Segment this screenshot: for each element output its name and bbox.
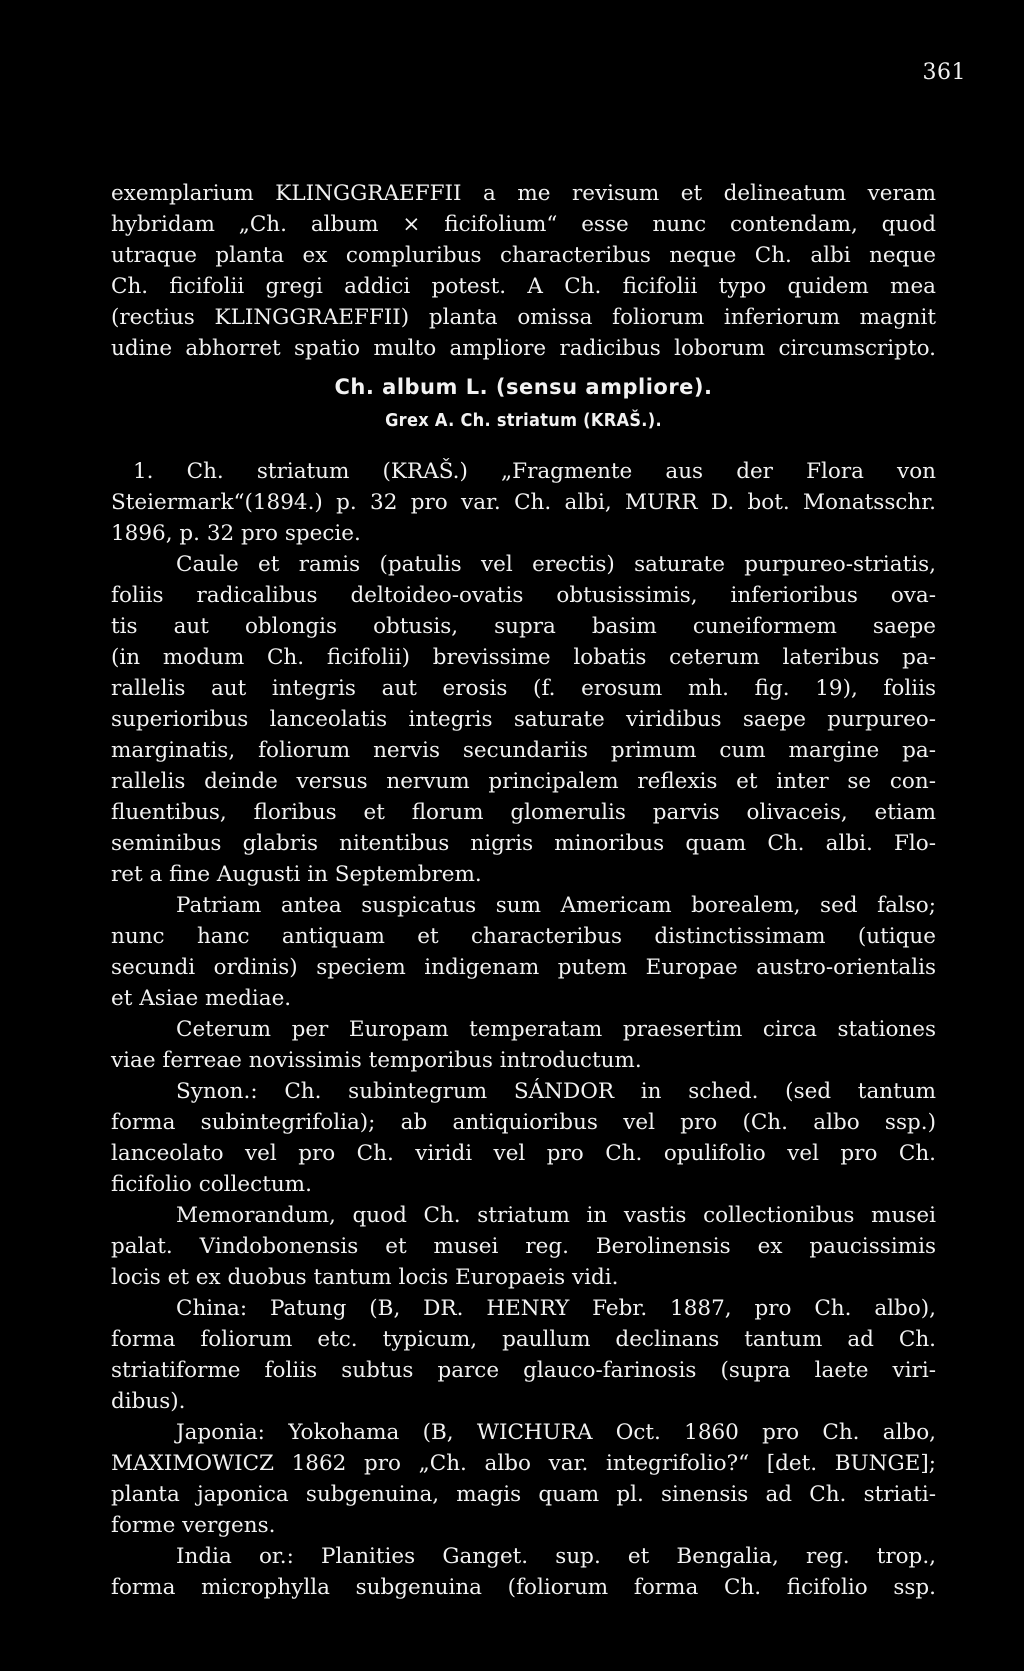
text-line: forma foliorum etc. typicum, paullum declinans tantum ad Ch.	[111, 1327, 936, 1352]
text-line: viae ferreae novissimis temporibus introductum.	[111, 1048, 642, 1073]
text-line: India or.: Planities Ganget. sup. et Bengalia, reg. trop.,	[176, 1544, 936, 1569]
species-entry	[111, 456, 936, 1603]
text-line: China: Patung (B, DR. HENRY Febr. 1887, pro Ch. albo),	[176, 1296, 936, 1321]
text-line: ficifolio collectum.	[111, 1172, 312, 1197]
text-line: dibus).	[111, 1389, 186, 1414]
text-line: Synon.: Ch. subintegrum SÁNDOR in sched. (sed tantum	[176, 1079, 936, 1104]
text-line: tis aut oblongis obtusis, supra basim cuneiformem saepe	[111, 614, 936, 639]
text-line: striatiforme foliis subtus parce glauco-farinosis (supra laete viri-	[111, 1358, 936, 1383]
text-line: rallelis aut integris aut erosis (f. erosum mh. fig. 19), foliis	[111, 676, 936, 701]
text-line: fluentibus, floribus et florum glomerulis parvis olivaceis, etiam	[111, 800, 936, 825]
text-line: (rectius KLINGGRAEFFII) planta omissa foliorum inferiorum magnit	[111, 305, 936, 330]
text-line: nunc hanc antiquam et characteribus distinctissimam (utique	[111, 924, 936, 949]
text-line: forma subintegrifolia); ab antiquioribus vel pro (Ch. albo ssp.)	[111, 1110, 936, 1135]
text-line: Caule et ramis (patulis vel erectis) saturate purpureo-striatis,	[176, 552, 936, 577]
text-line: planta japonica subgenuina, magis quam pl. sinensis ad Ch. striati-	[111, 1482, 936, 1507]
text-line: rallelis deinde versus nervum principalem reflexis et inter se con-	[111, 769, 936, 794]
text-line: exemplarium KLINGGRAEFFII a me revisum et delineatum veram	[111, 181, 936, 206]
text-line: Memorandum, quod Ch. striatum in vastis collectionibus musei	[176, 1203, 936, 1228]
section-headings	[111, 370, 936, 438]
text-line: Japonia: Yokohama (B, WICHURA Oct. 1860 pro Ch. albo,	[176, 1420, 936, 1445]
text-line: Patriam antea suspicatus sum Americam borealem, sed falso;	[176, 893, 936, 918]
text-line: MAXIMOWICZ 1862 pro „Ch. albo var. integrifolio?“ [det. BUNGE];	[111, 1451, 936, 1476]
text-line: seminibus glabris nitentibus nigris minoribus quam Ch. albi. Flo-	[111, 831, 936, 856]
text-line: Steiermark“(1894.) p. 32 pro var. Ch. albi, MURR D. bot. Monatsschr.	[111, 490, 936, 515]
text-line: 1. Ch. striatum (KRAŠ.) „Fragmente aus der Flora von	[133, 459, 936, 484]
text-line: marginatis, foliorum nervis secundariis primum cum margine pa-	[111, 738, 936, 763]
text-line: hybridam „Ch. album × ficifolium“ esse nunc contendam, quod	[111, 212, 936, 237]
paragraph-intro	[111, 178, 936, 364]
text-line: superioribus lanceolatis integris saturate viridibus saepe purpureo-	[111, 707, 936, 732]
text-line: utraque planta ex compluribus characteribus neque Ch. albi neque	[111, 243, 936, 268]
text-line: Ceterum per Europam temperatam praesertim circa stationes	[176, 1017, 936, 1042]
subsection-heading: Grex A. Ch. striatum (KRAŠ.).	[385, 410, 662, 431]
text-line: palat. Vindobonensis et musei reg. Berolinensis ex paucissimis	[111, 1234, 936, 1259]
text-line: et Asiae mediae.	[111, 986, 292, 1011]
text-line: 1896, p. 32 pro specie.	[111, 521, 361, 546]
section-heading: Ch. album L. (sensu ampliore).	[334, 375, 713, 399]
text-line: forme vergens.	[111, 1513, 276, 1538]
page-number: 361	[922, 60, 966, 85]
text-line: foliis radicalibus deltoideo-ovatis obtusissimis, inferioribus ova-	[111, 583, 936, 608]
text-line: lanceolato vel pro Ch. viridi vel pro Ch. opulifolio vel pro Ch.	[111, 1141, 936, 1166]
text-line: secundi ordinis) speciem indigenam putem Europae austro-orientalis	[111, 955, 936, 980]
text-line: ret a fine Augusti in Septembrem.	[111, 862, 482, 887]
text-line: Ch. ficifolii gregi addici potest. A Ch. ficifolii typo quidem mea	[111, 274, 936, 299]
text-line: udine abhorret spatio multo ampliore radicibus loborum circumscripto.	[111, 336, 936, 361]
text-line: forma microphylla subgenuina (foliorum forma Ch. ficifolio ssp.	[111, 1575, 936, 1600]
text-line: locis et ex duobus tantum locis Europaeis vidi.	[111, 1265, 619, 1290]
text-line: (in modum Ch. ficifolii) brevissime lobatis ceterum lateribus pa-	[111, 645, 936, 670]
